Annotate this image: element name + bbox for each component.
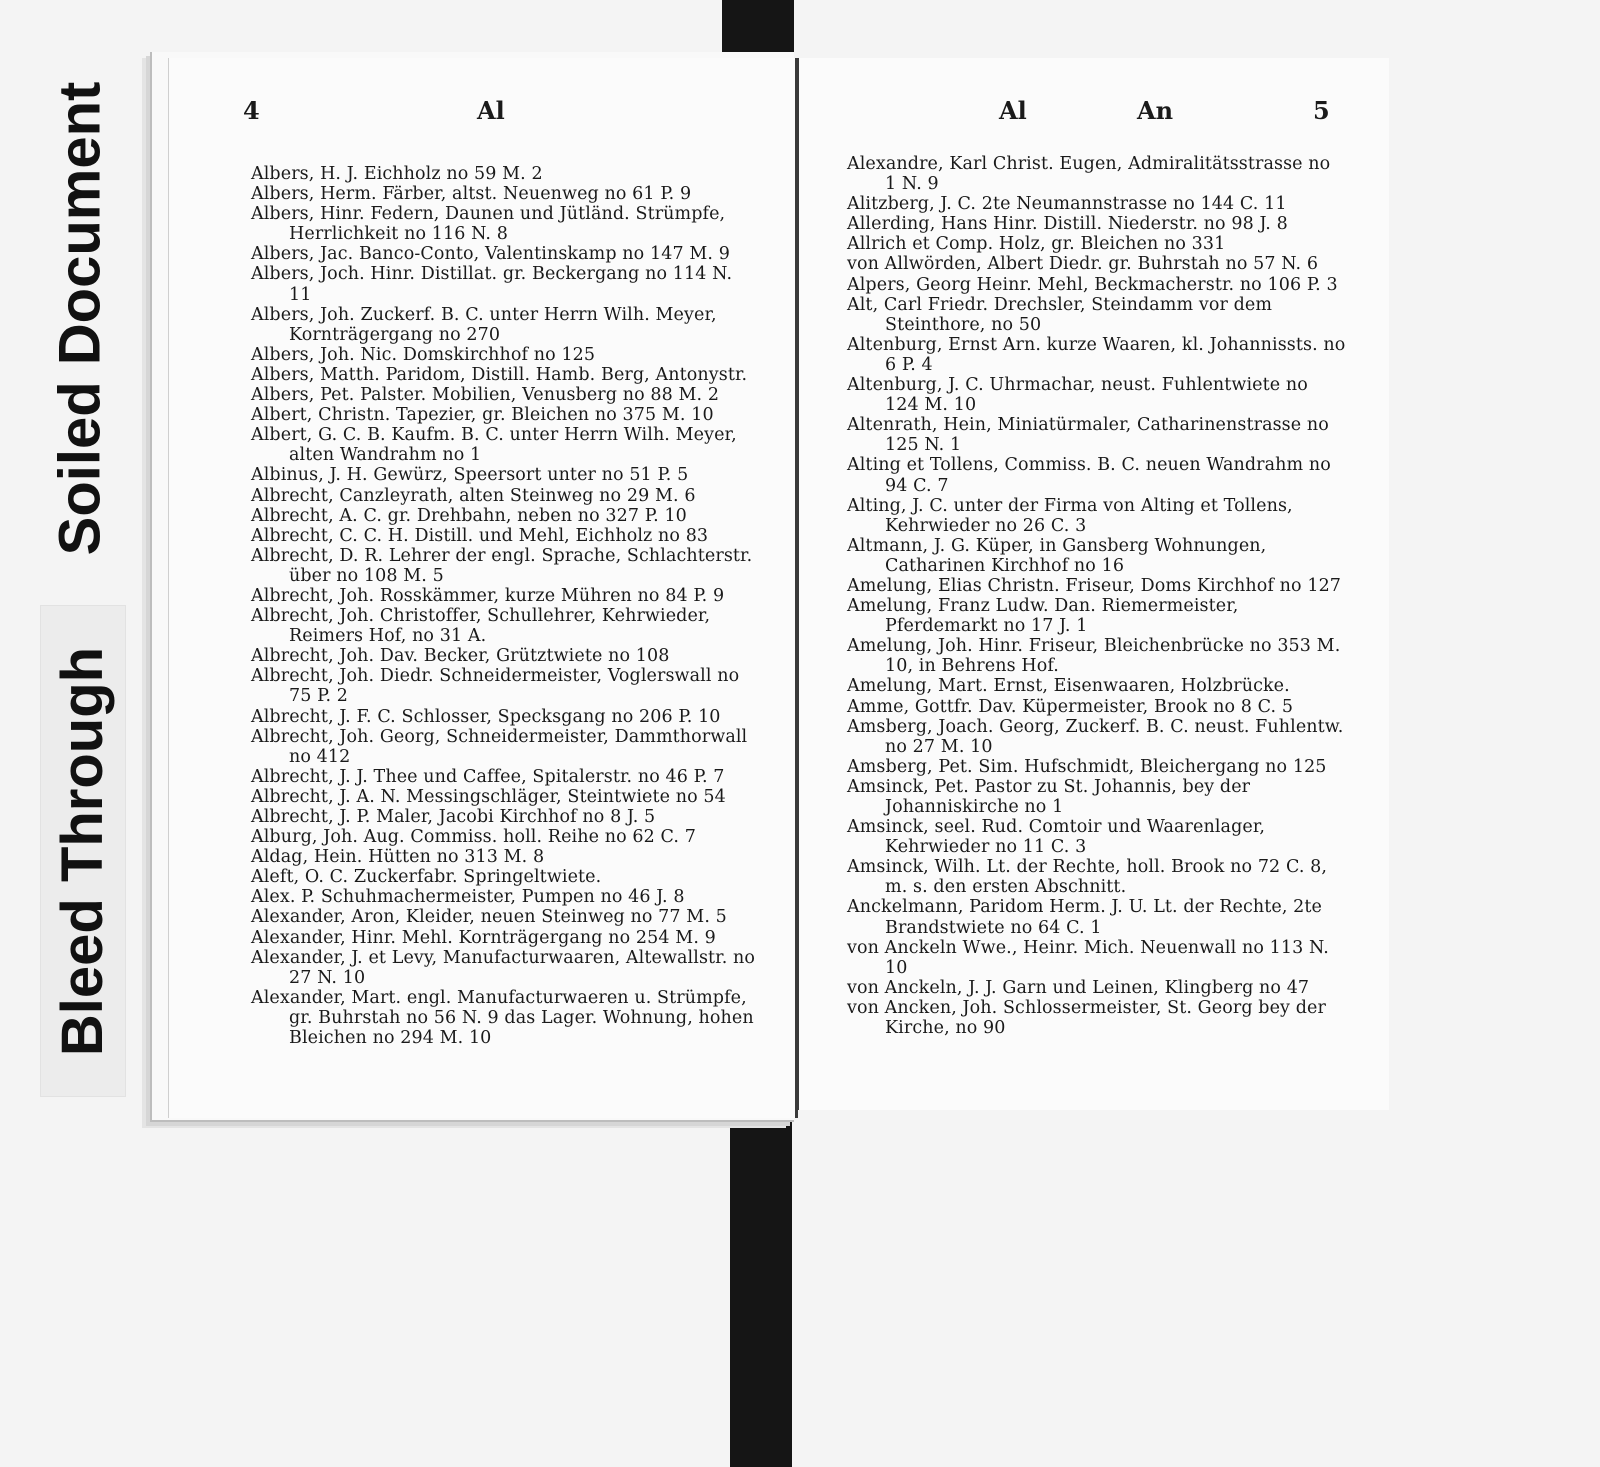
directory-entry: Albers, Joh. Nic. Domskirchhof no 125 <box>251 344 596 365</box>
directory-entry: Alitzberg, J. C. 2te Neumannstrasse no 144 C. 11 <box>847 194 1287 215</box>
directory-entry: Alburg, Joh. Aug. Commiss. holl. Reihe no 62 C. 7 <box>251 827 696 848</box>
directory-entry: Amsberg, Pet. Sim. Hufschmidt, Bleichergang no 125 <box>847 756 1327 777</box>
directory-entry: von Allwörden, Albert Diedr. gr. Buhrstah no 57 N. 6 <box>847 254 1319 275</box>
left-page-number: 4 <box>243 96 260 125</box>
directory-entry: Alex. P. Schuhmachermeister, Pumpen no 46 J. 8 <box>251 887 685 908</box>
directory-entry: Albrecht, Joh. Rosskämmer, kurze Mühren no 84 P. 9 <box>251 585 725 606</box>
right-entries-list <box>847 154 1347 1038</box>
directory-entry: Albers, H. J. Eichholz no 59 M. 2 <box>251 164 543 184</box>
directory-entry: Amsinck, Pet. Pastor zu St. Johannis, bey der Johanniskirche no 1 <box>847 776 1251 817</box>
directory-entry: Alexander, Mart. engl. Manufacturwaeren u. Strümpfe, gr. Buhrstah no 56 N. 9 das Lager. Wohnung, hohen Bleichen no 294 M. 10 <box>251 987 754 1049</box>
directory-entry: Albers, Jac. Banco-Conto, Valentinskamp no 147 M. 9 <box>251 244 730 265</box>
directory-entry: Albrecht, J. J. Thee und Caffee, Spitalerstr. no 46 P. 7 <box>251 766 725 787</box>
directory-entry: Albrecht, J. P. Maler, Jacobi Kirchhof no 8 J. 5 <box>251 807 656 827</box>
directory-entry: Amelung, Joh. Hinr. Friseur, Bleichenbrücke no 353 M. 10, in Behrens Hof. <box>847 636 1341 677</box>
directory-entry: Aleft, O. C. Zuckerfabr. Springeltwiete. <box>251 867 602 888</box>
directory-entry: Albrecht, Canzleyrath, alten Steinweg no 29 M. 6 <box>251 485 696 506</box>
directory-entry: Albers, Hinr. Federn, Daunen und Jütländ. Strümpfe, Herrlichkeit no 116 N. 8 <box>251 204 726 245</box>
directory-entry: Albrecht, A. C. gr. Drehbahn, neben no 327 P. 10 <box>251 505 687 526</box>
directory-entry: Albers, Joch. Hinr. Distillat. gr. Beckergang no 114 N. 11 <box>251 264 733 305</box>
directory-entry: von Ancken, Joh. Schlossermeister, St. Georg bey der Kirche, no 90 <box>847 997 1326 1039</box>
directory-entry: Albers, Pet. Palster. Mobilien, Venusberg no 88 M. 2 <box>251 385 720 406</box>
left-entries-list <box>251 164 759 1048</box>
directory-entry: Albinus, J. H. Gewürz, Speersort unter no 51 P. 5 <box>251 465 689 486</box>
directory-entry: Albers, Joh. Zuckerf. B. C. unter Herrn Wilh. Meyer, Kornträgergang no 270 <box>251 304 717 345</box>
right-page-number: 5 <box>1313 96 1330 125</box>
directory-entry: Albrecht, C. C. H. Distill. und Mehl, Eichholz no 83 <box>251 525 709 546</box>
directory-entry: Alexander, J. et Levy, Manufacturwaaren, Altewallstr. no 27 N. 10 <box>251 947 756 988</box>
directory-entry: Alpers, Georg Heinr. Mehl, Beckmacherstr. no 106 P. 3 <box>847 274 1338 295</box>
directory-entry: Amsberg, Joach. Georg, Zuckerf. B. C. neust. Fuhlentw. no 27 M. 10 <box>847 716 1344 757</box>
directory-entry: Aldag, Hein. Hütten no 313 M. 8 <box>251 847 545 868</box>
directory-entry: Allerding, Hans Hinr. Distill. Niederstr. no 98 J. 8 <box>847 214 1288 235</box>
directory-entry: Allrich et Comp. Holz, gr. Bleichen no 331 <box>847 234 1226 255</box>
directory-entry: Albrecht, J. F. C. Schlosser, Specksgang no 206 P. 10 <box>251 706 721 727</box>
right-page-header-left: Al <box>999 96 1027 125</box>
directory-entry: Altmann, J. G. Küper, in Gansberg Wohnungen, Catharinen Kirchhof no 16 <box>847 535 1267 576</box>
left-page-header: Al <box>477 96 505 125</box>
directory-entry: Albers, Herm. Färber, altst. Neuenweg no 61 P. 9 <box>251 184 692 205</box>
directory-entry: Alexander, Aron, Kleider, neuen Steinweg no 77 M. 5 <box>251 907 727 928</box>
stamp-soiled-document <box>38 58 122 578</box>
directory-entry: Alexander, Hinr. Mehl. Kornträgergang no 254 M. 9 <box>251 927 716 948</box>
right-page-header-right: An <box>1137 96 1174 125</box>
directory-entry: Altenrath, Hein, Miniatürmaler, Catharinenstrasse no 125 N. 1 <box>847 415 1329 456</box>
right-page <box>796 58 1389 1110</box>
directory-entry: von Anckeln Wwe., Heinr. Mich. Neuenwall no 113 N. 10 <box>847 937 1329 978</box>
directory-entry: Alting et Tollens, Commiss. B. C. neuen Wandrahm no 94 C. 7 <box>847 455 1331 496</box>
directory-entry: Albrecht, J. A. N. Messingschläger, Steintwiete no 54 <box>251 786 726 807</box>
directory-entry: Albrecht, Joh. Dav. Becker, Grütztwiete no 108 <box>251 646 670 667</box>
stamp-bleed-through-text: Bleed Through <box>50 646 116 1056</box>
binding-shadow-bottom <box>730 1110 792 1467</box>
stamp-soiled-document-text: Soiled Document <box>47 81 113 555</box>
directory-entry: Altenburg, J. C. Uhrmachar, neust. Fuhlentwiete no 124 M. 10 <box>847 375 1308 416</box>
directory-entry: Amelung, Franz Ludw. Dan. Riemermeister, Pferdemarkt no 17 J. 1 <box>847 596 1239 637</box>
directory-entry: von Anckeln, J. J. Garn und Leinen, Klingberg no 47 <box>847 977 1310 998</box>
directory-entry: Amme, Gottfr. Dav. Küpermeister, Brook no 8 C. 5 <box>847 696 1294 717</box>
directory-entry: Albrecht, Joh. Christoffer, Schullehrer, Kehrwieder, Reimers Hof, no 31 A. <box>251 606 711 647</box>
stamp-bleed-through <box>40 605 126 1097</box>
directory-entry: Albert, G. C. B. Kaufm. B. C. unter Herrn Wilh. Meyer, alten Wandrahm no 1 <box>251 425 737 466</box>
directory-entry: Alexandre, Karl Christ. Eugen, Admiralitätsstrasse no 1 N. 9 <box>847 154 1331 195</box>
directory-entry: Albrecht, D. R. Lehrer der engl. Sprache, Schlachterstr. über no 108 M. 5 <box>251 545 753 586</box>
directory-entry: Alting, J. C. unter der Firma von Alting et Tollens, Kehrwieder no 26 C. 3 <box>847 495 1293 536</box>
directory-entry: Albrecht, Joh. Diedr. Schneidermeister, Voglerswall no 75 P. 2 <box>251 666 740 707</box>
directory-entry: Altenburg, Ernst Arn. kurze Waaren, kl. Johannissts. no 6 P. 4 <box>847 334 1346 375</box>
directory-entry: Albrecht, Joh. Georg, Schneidermeister, Dammthorwall no 412 <box>251 726 748 767</box>
directory-entry: Amsinck, seel. Rud. Comtoir und Waarenlager, Kehrwieder no 11 C. 3 <box>847 817 1266 858</box>
left-page <box>168 58 798 1118</box>
directory-entry: Amelung, Mart. Ernst, Eisenwaaren, Holzbrücke. <box>847 676 1290 697</box>
directory-entry: Albert, Christn. Tapezier, gr. Bleichen no 375 M. 10 <box>251 405 714 426</box>
directory-entry: Amsinck, Wilh. Lt. der Rechte, holl. Brook no 72 C. 8, m. s. den ersten Abschnitt. <box>847 857 1328 898</box>
directory-entry: Alt, Carl Friedr. Drechsler, Steindamm vor dem Steinthore, no 50 <box>847 294 1273 335</box>
directory-entry: Amelung, Elias Christn. Friseur, Doms Kirchhof no 127 <box>847 575 1342 596</box>
directory-entry: Anckelmann, Paridom Herm. J. U. Lt. der Rechte, 2te Brandstwiete no 64 C. 1 <box>847 897 1323 938</box>
directory-entry: Albers, Matth. Paridom, Distill. Hamb. Berg, Antonystr. <box>251 364 748 385</box>
